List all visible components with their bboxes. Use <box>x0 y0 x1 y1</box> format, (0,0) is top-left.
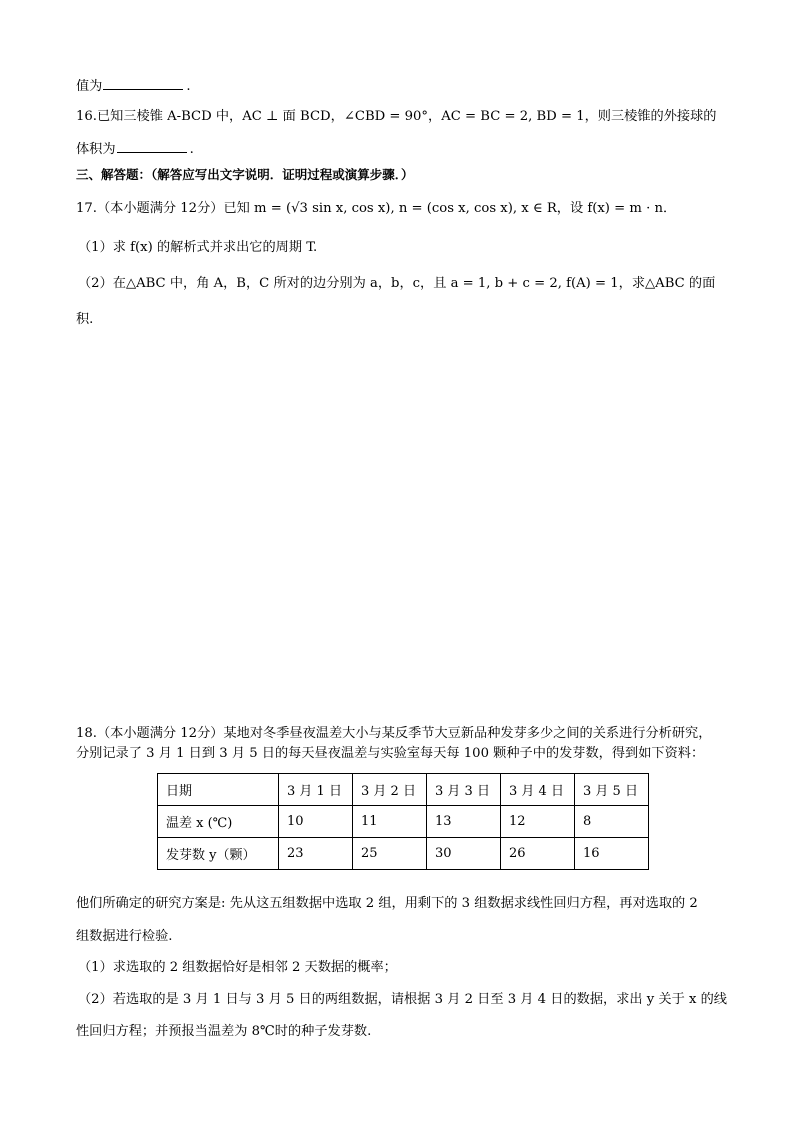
q18-part2-line1: （2）若选取的是 3 月 1 日与 3 月 5 日的两组数据，请根据 3 月 2 日至 3 月 4 日的数据，求出 y 关于 x 的线 <box>78 992 727 1007</box>
q16-stem: 16.已知三棱锥 A-BCD 中，AC ⊥ 面 BCD，∠CBD = 90°，AC = BC = 2, BD = 1，则三棱锥的外接球的 <box>76 109 717 124</box>
q15-prefix: 值为 <box>76 79 103 94</box>
table-header-cell: 3 月 2 日 <box>353 774 427 806</box>
q15-answer-line <box>76 77 191 96</box>
q18-stem-line2: 分别记录了 3 月 1 日到 3 月 5 日的每天昼夜温差与实验室每天每 100 颗种子中的发芽数，得到如下资料： <box>76 746 705 761</box>
table-header-row <box>158 774 649 806</box>
table-row <box>158 838 649 870</box>
table-header-cell: 3 月 1 日 <box>279 774 353 806</box>
q16-answer-line <box>76 140 194 159</box>
q17-part2-line1: （2）在△ABC 中，角 A，B，C 所对的边分别为 a，b，c，且 a = 1, b + c = 2, f(A) = 1，求△ABC 的面 <box>78 276 716 291</box>
q17-part1: （1）求 f(x) 的解析式并求出它的周期 T. <box>78 240 318 255</box>
q15-answer-blank[interactable] <box>103 77 183 90</box>
q18-stem-line1: 18.（本小题满分 12分）某地对冬季昼夜温差大小与某反季节大豆新品种发芽多少之间的关系进行分析研究， <box>76 726 712 741</box>
q18-part1: （1）求选取的 2 组数据恰好是相邻 2 天数据的概率； <box>78 960 397 975</box>
table-cell: 26 <box>501 838 575 870</box>
table-header-cell: 3 月 3 日 <box>427 774 501 806</box>
table-header-cell: 日期 <box>158 774 279 806</box>
q17-stem: 17.（本小题满分 12分）已知 m = (√3 sin x, cos x), n = (cos x, cos x), x ∈ R，设 f(x) = m · n． <box>76 201 677 216</box>
q16-prefix: 体积为 <box>76 142 116 157</box>
table-row <box>158 806 649 838</box>
q15-end: . <box>186 79 191 94</box>
table-cell: 25 <box>353 838 427 870</box>
table-cell: 温差 x (℃) <box>158 806 279 838</box>
q18-part2-line2: 性回归方程；并预报当温差为 8℃时的种子发芽数. <box>76 1024 372 1039</box>
table-cell: 23 <box>279 838 353 870</box>
q16-answer-blank[interactable] <box>117 140 187 153</box>
q16-end: . <box>189 142 194 157</box>
table-cell: 10 <box>279 806 353 838</box>
table-cell: 12 <box>501 806 575 838</box>
q18-plan-line2: 组数据进行检验. <box>76 929 173 944</box>
table-cell: 发芽数 y（颗） <box>158 838 279 870</box>
q17-part2-line2: 积. <box>76 312 94 327</box>
section-heading: 三、解答题：（解答应写出文字说明．证明过程或演算步骤．） <box>76 167 414 182</box>
table-cell: 30 <box>427 838 501 870</box>
table-cell: 16 <box>575 838 649 870</box>
table-cell: 8 <box>575 806 649 838</box>
q18-plan-line1: 他们所确定的研究方案是: 先从这五组数据中选取 2 组，用剩下的 3 组数据求线性回归方程，再对选取的 2 <box>76 896 698 911</box>
table-header-cell: 3 月 4 日 <box>501 774 575 806</box>
data-table <box>157 773 649 870</box>
table-cell: 11 <box>353 806 427 838</box>
table-header-cell: 3 月 5 日 <box>575 774 649 806</box>
table-cell: 13 <box>427 806 501 838</box>
